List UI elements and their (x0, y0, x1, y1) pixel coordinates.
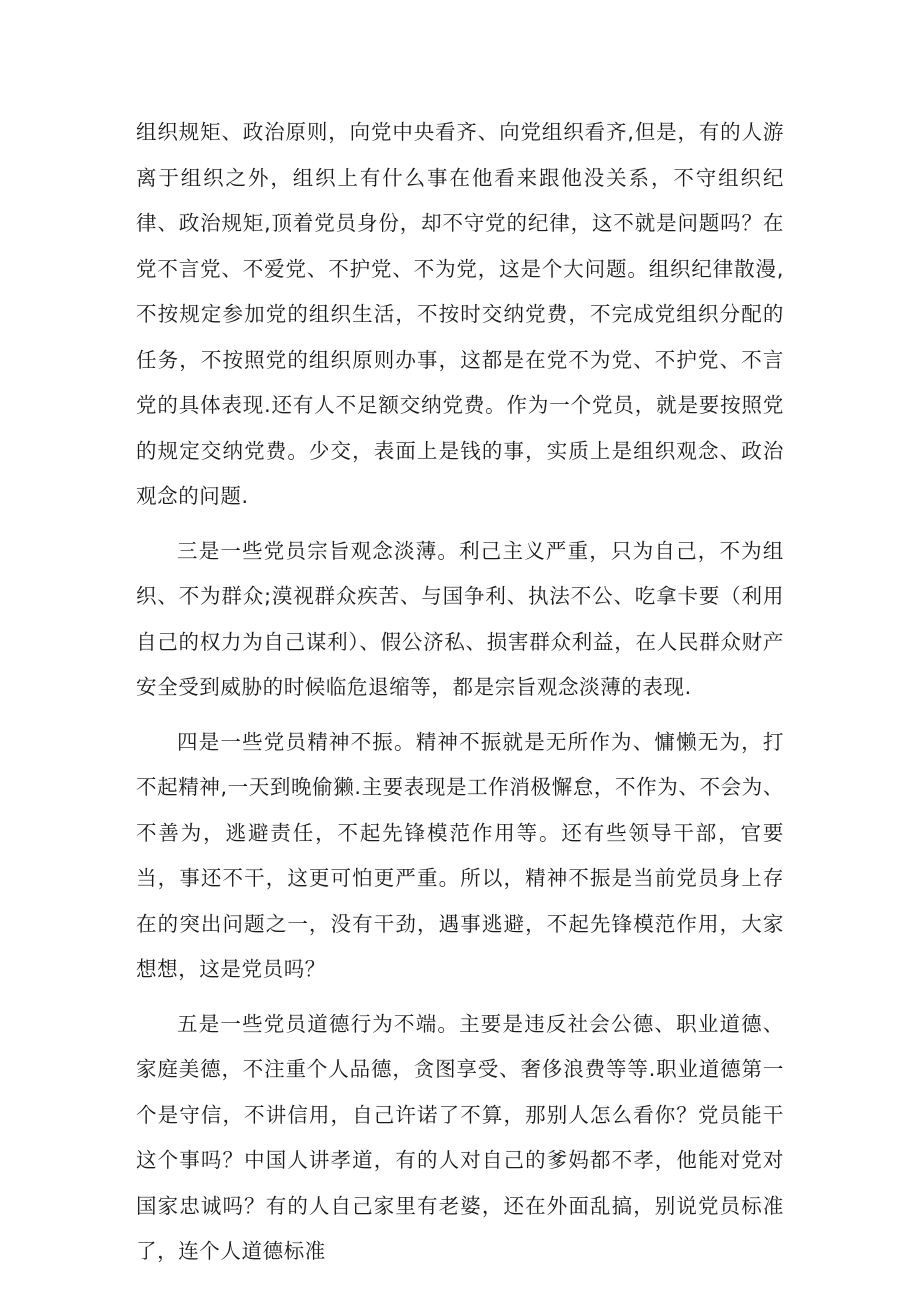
paragraph-purpose-weak: 三是一些党员宗旨观念淡薄。利己主义严重，只为自己，不为组织、不为群众;漠视群众疾苦、与国争利、执法不公、吃拿卡要（利用自己的权力为自己谋利）、假公济私、损害群众利益，在人民群众财产安全受到威胁的时候临危退缩等，都是宗旨观念淡薄的表现. (136, 538, 784, 699)
paragraph-continued: 组织规矩、政治原则，向党中央看齐、向党组织看齐,但是，有的人游离于组织之外，组织上有什么事在他看来跟他没关系，不守组织纪律、政治规矩,顶着党员身份，却不守党的纪律，这不就是问题吗？在党不言党、不爱党、不护党、不为党，这是个大问题。组织纪律散漫,不按规定参加党的组织生活，不按时交纳党费，不完成党组织分配的任务，不按照党的组织原则办事，这都是在党不为党、不护党、不言党的具体表现.还有人不足额交纳党费。作为一个党员，就是要按照党的规定交纳党费。少交，表面上是钱的事，实质上是组织观念、政治观念的问题. (136, 120, 784, 508)
document-body (136, 110, 784, 1275)
paragraph-moral-conduct: 五是一些党员道德行为不端。主要是违反社会公德、职业道德、家庭美德，不注重个人品德，贪图享受、奢侈浪费等等.职业道德第一个是守信，不讲信用，自己许诺了不算，那别人怎么看你？党员能干这个事吗？中国人讲孝道，有的人对自己的爹妈都不孝，他能对党对国家忠诚吗？有的人自己家里有老婆，还在外面乱搞，别说党员标准了，连个人道德标准 (136, 1011, 784, 1263)
paragraph-spirit-low: 四是一些党员精神不振。精神不振就是无所作为、慵懒无为，打不起精神,一天到晚偷獭.主要表现是工作消极懈怠，不作为、不会为、不善为，逃避责任，不起先锋模范作用等。还有些领导干部，官要当，事还不干，这更可怕更严重。所以，精神不振是当前党员身上存在的突出问题之一，没有干劲，遇事逃避，不起先锋模范作用，大家想想，这是党员吗？ (136, 729, 784, 981)
